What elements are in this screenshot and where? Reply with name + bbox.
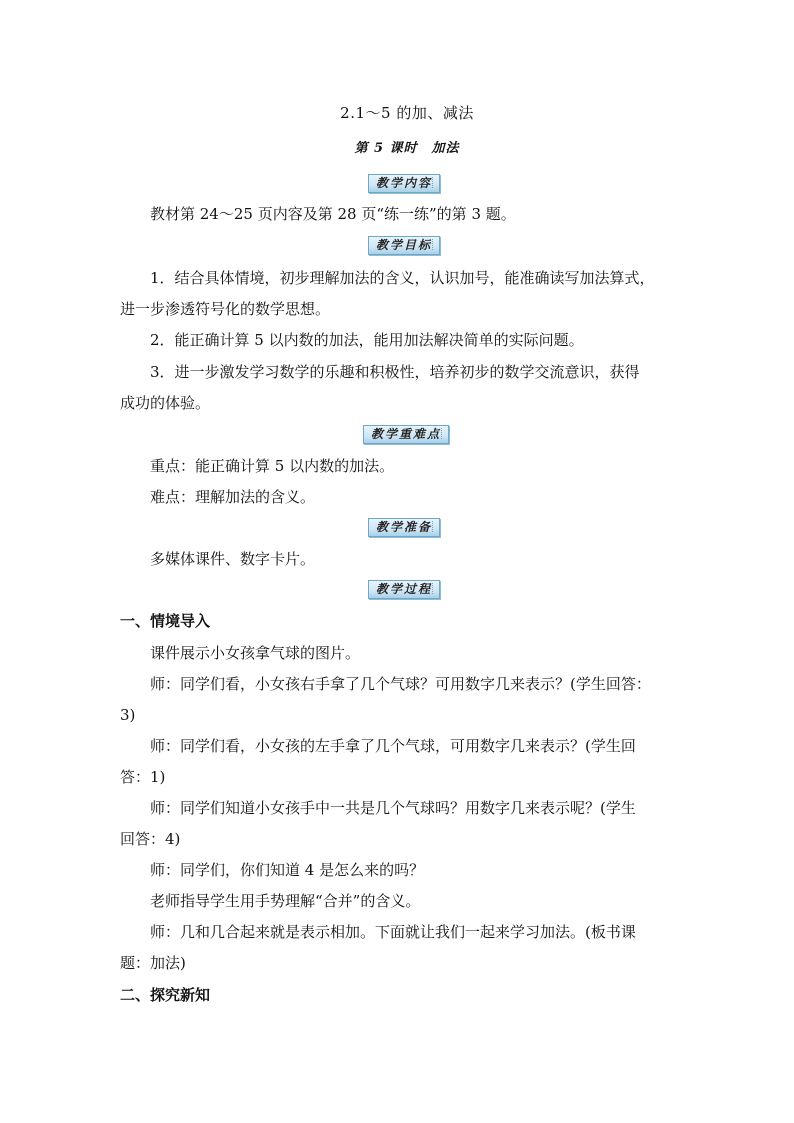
section-badge-keypoints: 教学重难点 bbox=[363, 425, 449, 444]
process-paragraph: 师：同学们看，小女孩右手拿了几个气球？可用数字几来表示？(学生回答： bbox=[150, 675, 651, 693]
process-paragraph: 师：同学们看，小女孩的左手拿了几个气球，可用数字几来表示？(学生回 bbox=[150, 737, 636, 755]
prep-text: 多媒体课件、数字卡片。 bbox=[150, 550, 316, 568]
key-point: 重点：能正确计算 5 以内数的加法。 bbox=[150, 457, 395, 475]
page-title: 2.1～5 的加、减法 bbox=[340, 104, 474, 122]
section-badge-prep: 教学准备 bbox=[368, 518, 440, 537]
process-paragraph: 师：同学们，你们知道 4 是怎么来的吗？ bbox=[150, 861, 425, 879]
goal-1-line-1: 1．结合具体情境，初步理解加法的含义，认识加号，能准确读写加法算式， bbox=[150, 269, 655, 287]
process-paragraph: 老师指导学生用手势理解“合并”的含义。 bbox=[150, 892, 421, 910]
process-paragraph: 答：1) bbox=[120, 768, 166, 786]
section-badge-goals: 教学目标 bbox=[368, 236, 440, 255]
process-paragraph: 课件展示小女孩拿气球的图片。 bbox=[150, 644, 361, 662]
difficult-point: 难点：理解加法的含义。 bbox=[150, 488, 316, 506]
goal-1-line-2: 进一步渗透符号化的数学思想。 bbox=[120, 300, 331, 318]
section-heading-explore: 二、探究新知 bbox=[120, 986, 211, 1004]
section-heading-intro: 一、情境导入 bbox=[120, 612, 211, 630]
section-badge-content: 教学内容 bbox=[368, 174, 440, 193]
process-paragraph: 回答：4) bbox=[120, 830, 181, 848]
section-badge-process: 教学过程 bbox=[368, 580, 440, 599]
goal-3-line-1: 3．进一步激发学习数学的乐趣和积极性，培养初步的数学交流意识，获得 bbox=[150, 363, 640, 381]
process-paragraph: 题：加法) bbox=[120, 954, 186, 972]
content-text: 教材第 24～25 页内容及第 28 页“练一练”的第 3 题。 bbox=[150, 205, 516, 223]
process-paragraph: 师：几和几合起来就是表示相加。下面就让我们一起来学习加法。(板书课 bbox=[150, 923, 636, 941]
process-paragraph: 3) bbox=[120, 706, 136, 724]
lesson-subtitle: 第 5 课时 加法 bbox=[354, 141, 460, 156]
process-paragraph: 师：同学们知道小女孩手中一共是几个气球吗？用数字几来表示呢？(学生 bbox=[150, 799, 636, 817]
goal-2: 2．能正确计算 5 以内数的加法，能用加法解决简单的实际问题。 bbox=[150, 331, 584, 349]
goal-3-line-2: 成功的体验。 bbox=[120, 394, 211, 412]
